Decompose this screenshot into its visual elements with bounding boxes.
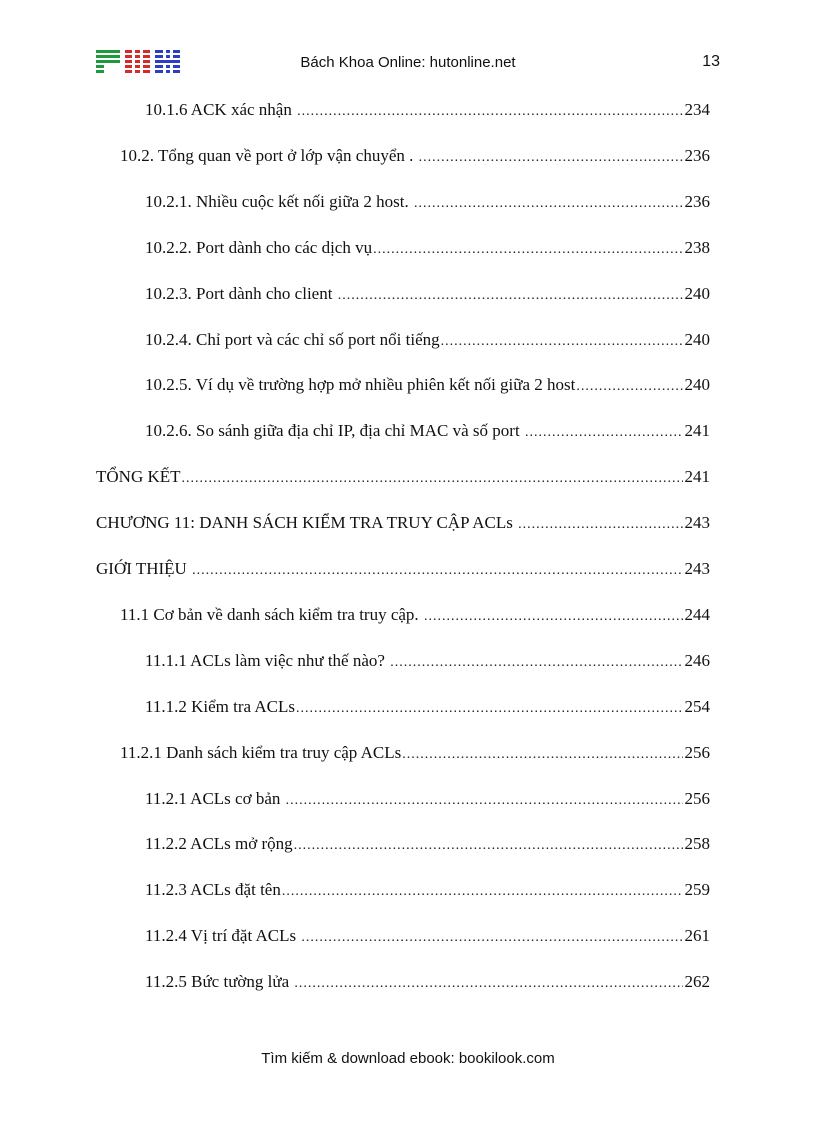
toc-entry[interactable] [145, 282, 710, 306]
toc-dot-leader [282, 880, 683, 904]
toc-entry[interactable] [145, 924, 710, 948]
toc-entry[interactable] [145, 878, 710, 902]
toc-entry-page-number: 244 [684, 604, 710, 624]
toc-entry[interactable] [145, 98, 710, 122]
toc-entry-page-number: 243 [684, 559, 710, 578]
page-number: 13 [702, 53, 720, 70]
toc-dot-leader [424, 605, 683, 629]
toc-dot-leader [419, 146, 683, 170]
toc-entry[interactable] [120, 741, 710, 765]
toc-dot-leader [441, 330, 683, 354]
toc-entry[interactable] [145, 695, 710, 719]
toc-entry[interactable] [120, 603, 710, 627]
toc-entry-page-number: 262 [684, 972, 710, 992]
toc-entry-title: 10.2.5. Ví dụ về trường hợp mở nhiều phiên kết nối giữa 2 host [145, 375, 576, 395]
toc-entry-title: GIỚI THIỆU [96, 559, 192, 578]
toc-entry-title: 11.2.4 Vị trí đặt ACLs [145, 926, 301, 946]
toc-entry-title: 11.1 Cơ bản về danh sách kiểm tra truy cập. [120, 604, 423, 624]
toc-entry-title: CHƯƠNG 11: DANH SÁCH KIỂM TRA TRUY CẬP ACLs [96, 513, 518, 533]
toc-entry[interactable] [145, 373, 710, 397]
toc-entry[interactable] [145, 419, 710, 443]
toc-dot-leader [414, 192, 683, 216]
toc-entry-page-number: 246 [684, 650, 710, 670]
toc-entry[interactable] [145, 970, 710, 994]
toc-entry[interactable] [145, 832, 710, 856]
toc-dot-leader [402, 743, 682, 767]
toc-entry-page-number: 241 [684, 467, 710, 487]
toc-entry[interactable] [145, 649, 710, 673]
toc-entry-page-number: 236 [684, 191, 710, 211]
toc-entry-title: 11.2.3 ACLs đặt tên [145, 880, 281, 900]
toc-entry-page-number: 240 [684, 375, 710, 395]
toc-dot-leader [296, 697, 683, 721]
toc-entry-page-number: 234 [684, 100, 710, 119]
toc-entry-title: 10.2.2. Port dành cho các dịch vụ [145, 237, 373, 257]
toc-entry-page-number: 243 [684, 513, 710, 533]
toc-entry-title: 10.2.6. So sánh giữa địa chỉ IP, địa chỉ MAC và số port [145, 421, 524, 441]
toc-entry-page-number: 261 [684, 926, 710, 946]
toc-entry-title: 11.2.2 ACLs mở rộng [145, 834, 293, 854]
toc-dot-leader [576, 375, 682, 399]
toc-entry-page-number: 256 [684, 788, 710, 808]
toc-dot-leader [390, 651, 682, 675]
toc-entry-page-number: 236 [684, 145, 710, 165]
toc-entry-title: 11.2.1 Danh sách kiểm tra truy cập ACLs [120, 742, 402, 762]
toc-entry-title: 11.2.1 ACLs cơ bản [145, 788, 285, 808]
toc-entry-page-number: 238 [684, 237, 710, 257]
header-title: Bách Khoa Online: hutonline.net [300, 54, 516, 71]
toc-dot-leader [294, 972, 682, 996]
toc-entry-page-number: 254 [684, 696, 710, 716]
toc-dot-leader [182, 467, 683, 491]
toc-dot-leader [525, 421, 683, 445]
toc-entry-page-number: 241 [684, 421, 710, 441]
toc-entry-title: 10.2. Tổng quan về port ở lớp vận chuyển . [120, 145, 418, 165]
toc-entry-page-number: 240 [684, 329, 710, 349]
toc-entry[interactable] [145, 236, 710, 260]
toc-dot-leader [294, 834, 683, 858]
toc-entry-page-number: 258 [684, 834, 710, 854]
page-header [0, 48, 816, 78]
toc-entry-title: 10.2.1. Nhiều cuộc kết nối giữa 2 host. [145, 191, 413, 211]
toc-entry[interactable] [96, 557, 710, 581]
toc-entry-page-number: 259 [684, 880, 710, 900]
toc-dot-leader [297, 100, 682, 124]
toc-entry[interactable] [96, 465, 710, 489]
toc-entry[interactable] [145, 190, 710, 214]
toc-entry-page-number: 256 [684, 742, 710, 762]
toc-entry[interactable] [120, 144, 710, 168]
toc-entry-page-number: 240 [684, 283, 710, 303]
toc-entry-title: 10.1.6 ACK xác nhận [145, 100, 297, 119]
toc-dot-leader [301, 926, 682, 950]
toc-entry-title: 10.2.4. Chỉ port và các chỉ số port nổi tiếng [145, 329, 440, 349]
toc-entry[interactable] [145, 787, 710, 811]
toc-dot-leader [338, 284, 683, 308]
toc-entry[interactable] [145, 328, 710, 352]
page-footer: Tìm kiếm & download ebook: bookilook.com [261, 1050, 555, 1067]
toc-dot-leader [373, 238, 682, 262]
toc-entry-title: 11.1.1 ACLs làm việc như thế nào? [145, 650, 390, 670]
toc-dot-leader [192, 559, 682, 583]
toc-entry[interactable] [96, 511, 710, 535]
toc-dot-leader [518, 513, 682, 537]
toc-dot-leader [286, 789, 683, 813]
toc-entry-title: TỔNG KẾT [96, 467, 181, 487]
toc-entry-title: 11.2.5 Bức tường lửa [145, 972, 294, 992]
toc-entry-title: 11.1.2 Kiểm tra ACLs [145, 696, 295, 716]
toc-entry-title: 10.2.3. Port dành cho client [145, 283, 337, 303]
